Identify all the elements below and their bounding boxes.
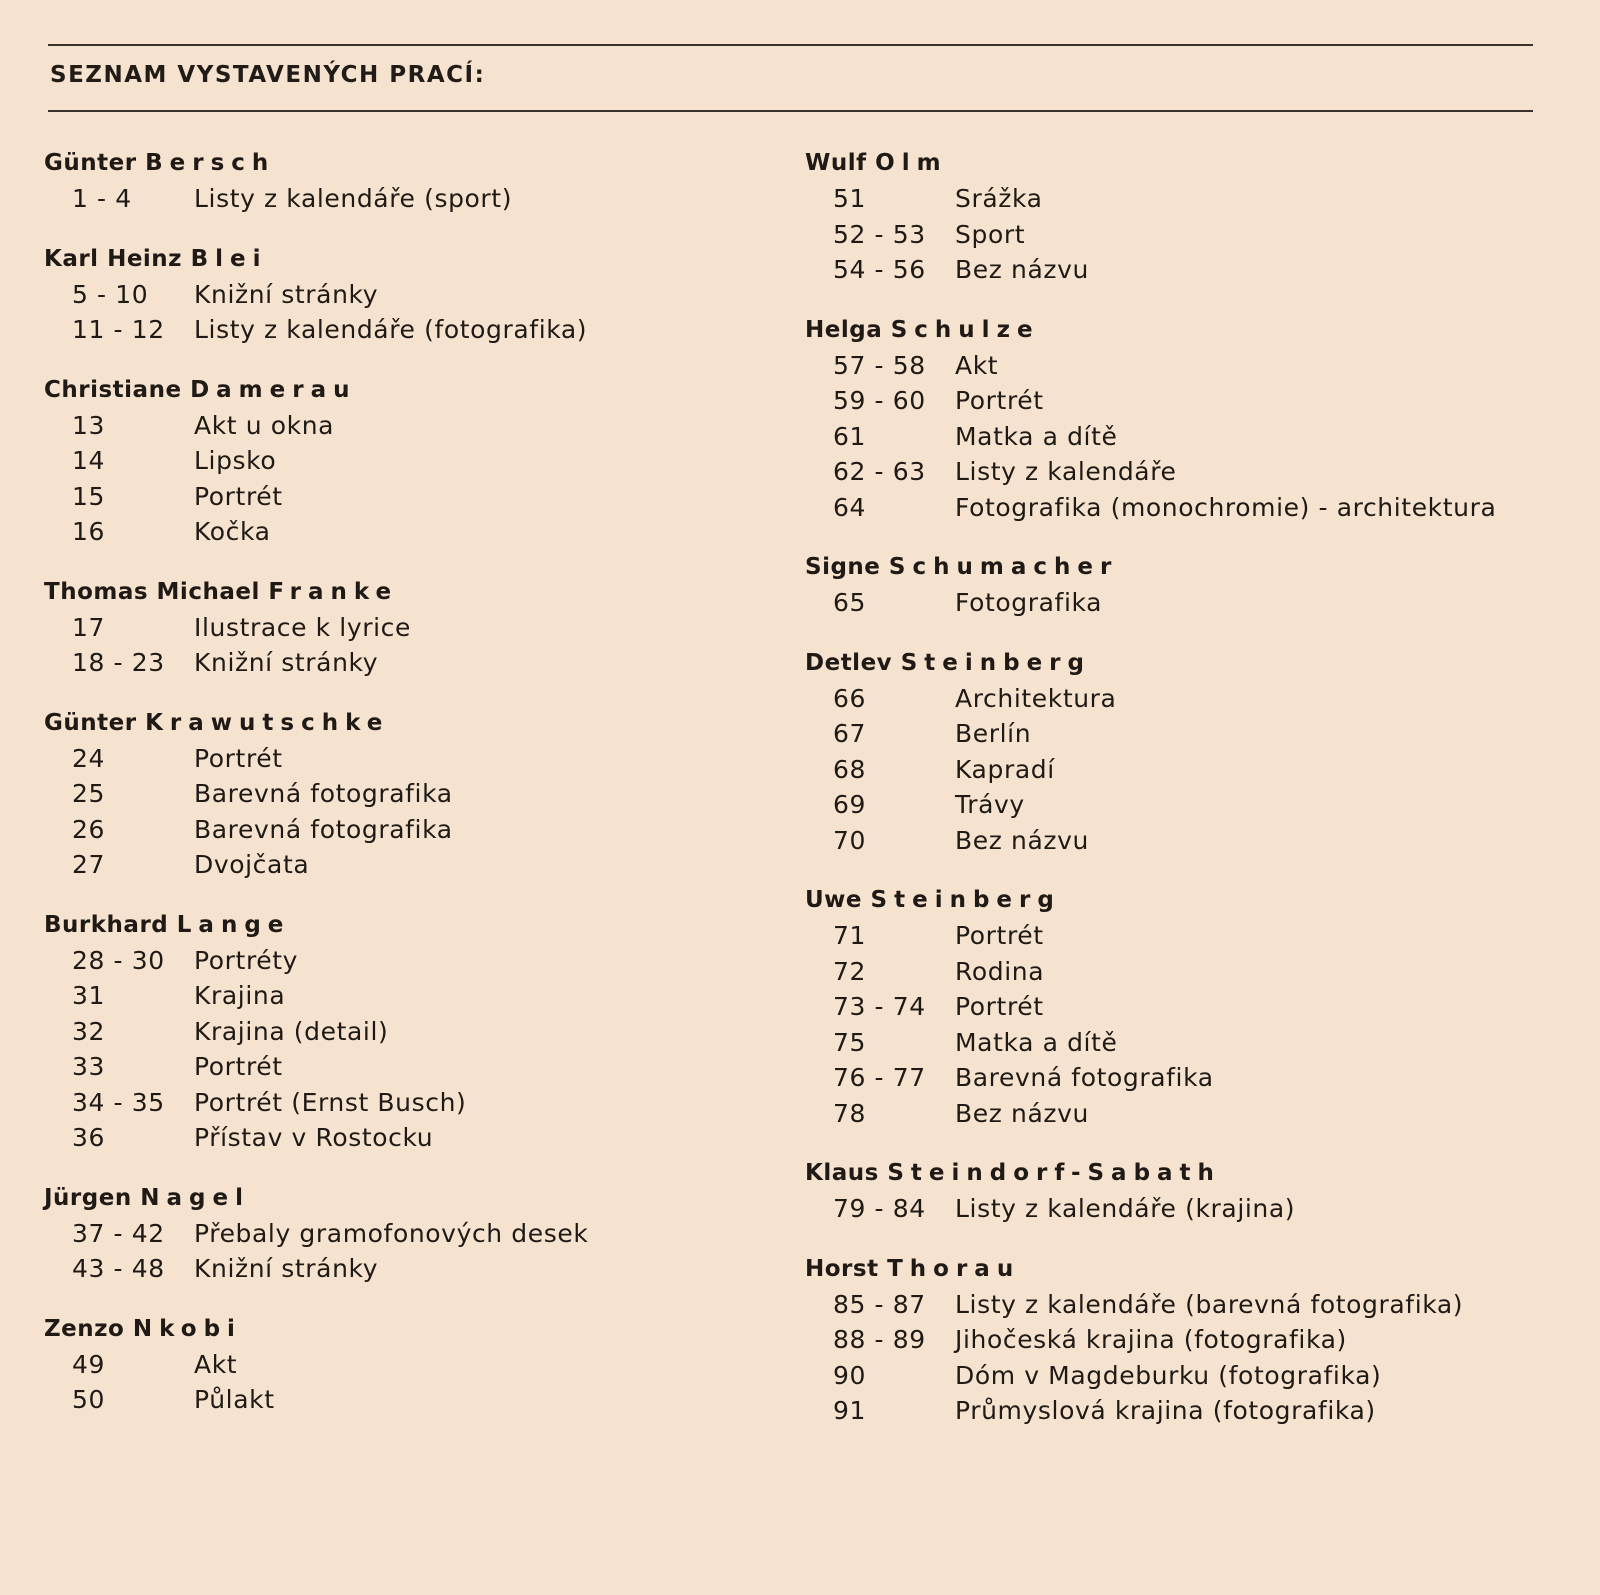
work-number: 25 xyxy=(72,779,106,808)
artist-block xyxy=(805,882,1545,1131)
work-number: 1 - 4 xyxy=(72,184,132,213)
artist-block xyxy=(805,1251,1545,1429)
artist-surname: Blei xyxy=(190,245,268,272)
work-row xyxy=(44,1251,764,1287)
top-rule xyxy=(48,44,1533,46)
work-number: 13 xyxy=(72,410,106,440)
page-title: SEZNAM VYSTAVENÝCH PRACÍ: xyxy=(50,62,486,88)
work-number: 17 xyxy=(72,612,106,642)
work-title: Fotografika (monochromie) - architektura xyxy=(955,492,1497,522)
work-title: Listy z kalendáře (sport) xyxy=(194,184,513,213)
work-row xyxy=(44,741,764,777)
artist-first-name: Detlev xyxy=(805,649,893,676)
work-number: 88 - 89 xyxy=(833,1325,926,1354)
work-row xyxy=(805,490,1545,526)
artist-first-name: Thomas Michael xyxy=(44,578,260,605)
artist-block xyxy=(805,645,1545,859)
work-row xyxy=(805,1060,1545,1096)
work-title: Akt u okna xyxy=(194,410,335,440)
artist-name xyxy=(805,312,1545,348)
artist-name xyxy=(805,882,1545,918)
work-title: Listy z kalendáře (krajina) xyxy=(955,1194,1296,1223)
work-row xyxy=(44,1347,764,1383)
artist-block xyxy=(805,549,1545,621)
work-title: Listy z kalendáře (barevná fotografika) xyxy=(955,1289,1464,1319)
artist-surname: Steinberg xyxy=(900,649,1091,676)
work-number: 26 xyxy=(72,814,106,844)
work-number: 76 - 77 xyxy=(833,1063,926,1092)
work-row xyxy=(44,776,764,812)
work-title: Portrét xyxy=(194,743,283,773)
artist-surname: Schulze xyxy=(890,316,1040,343)
work-row xyxy=(805,585,1545,621)
artist-surname: Steindorf-Sabath xyxy=(887,1160,1221,1186)
work-title: Portréty xyxy=(194,945,299,975)
right-column xyxy=(805,145,1545,1453)
work-number: 59 - 60 xyxy=(833,386,926,415)
work-title: Akt xyxy=(955,350,999,380)
work-number: 34 - 35 xyxy=(72,1087,165,1117)
work-number: 11 - 12 xyxy=(72,315,165,344)
work-row xyxy=(805,1191,1545,1227)
work-title: Půlakt xyxy=(194,1385,275,1414)
artist-first-name: Zenzo xyxy=(44,1315,125,1342)
artist-first-name: Christiane xyxy=(44,376,182,403)
work-row xyxy=(44,312,764,348)
artist-name xyxy=(44,241,764,277)
artist-surname: Steinberg xyxy=(870,887,1061,913)
work-title: Portrét xyxy=(194,1052,283,1081)
work-title: Barevná fotografika xyxy=(955,1063,1214,1092)
artist-first-name: Uwe xyxy=(805,887,863,913)
work-row xyxy=(44,408,764,444)
artist-first-name: Günter xyxy=(44,150,137,176)
artist-first-name: Günter xyxy=(44,709,137,736)
heading-rule xyxy=(48,110,1533,112)
work-number: 49 xyxy=(72,1349,106,1379)
work-row xyxy=(805,954,1545,990)
work-number: 54 - 56 xyxy=(833,255,926,284)
work-title: Jihočeská krajina (fotografika) xyxy=(955,1325,1347,1354)
work-number: 69 xyxy=(833,790,867,819)
work-number: 70 xyxy=(833,825,867,855)
artist-name xyxy=(44,574,764,610)
work-title: Trávy xyxy=(955,790,1025,819)
work-row xyxy=(44,181,764,217)
work-title: Krajina (detail) xyxy=(194,1016,389,1046)
artist-block xyxy=(44,1180,764,1287)
work-number: 51 xyxy=(833,184,867,213)
work-number: 65 xyxy=(833,588,867,617)
work-row xyxy=(44,479,764,515)
work-number: 73 - 74 xyxy=(833,992,926,1021)
work-number: 72 xyxy=(833,956,867,986)
work-row xyxy=(805,348,1545,384)
work-title: Přístav v Rostocku xyxy=(194,1123,434,1152)
work-row xyxy=(805,1287,1545,1323)
work-number: 57 - 58 xyxy=(833,350,926,380)
artist-surname: Olm xyxy=(875,150,948,176)
work-title: Portrét xyxy=(955,386,1044,415)
work-row xyxy=(44,847,764,883)
artist-name xyxy=(44,372,764,408)
work-title: Kočka xyxy=(194,517,271,546)
work-title: Listy z kalendáře (fotografika) xyxy=(194,315,588,344)
work-row xyxy=(805,1358,1545,1394)
work-title: Barevná fotografika xyxy=(194,779,453,808)
work-number: 24 xyxy=(72,743,106,773)
artist-block xyxy=(44,372,764,550)
work-row xyxy=(805,217,1545,253)
work-title: Bez názvu xyxy=(955,825,1089,855)
artist-surname: Krawutschke xyxy=(145,709,390,736)
work-row xyxy=(805,1322,1545,1358)
work-row xyxy=(805,1096,1545,1132)
work-number: 43 - 48 xyxy=(72,1254,165,1283)
artist-name xyxy=(44,145,764,181)
work-title: Akt xyxy=(194,1349,238,1379)
work-title: Portrét xyxy=(955,921,1044,950)
work-row xyxy=(44,1382,764,1418)
work-row xyxy=(44,277,764,313)
artist-block xyxy=(44,1311,764,1418)
work-number: 31 xyxy=(72,981,106,1010)
work-number: 85 - 87 xyxy=(833,1289,926,1319)
work-row xyxy=(44,978,764,1014)
work-number: 37 - 42 xyxy=(72,1218,165,1248)
work-row xyxy=(44,645,764,681)
work-title: Krajina xyxy=(194,981,286,1010)
work-row xyxy=(44,1120,764,1156)
artist-name xyxy=(805,645,1545,681)
work-number: 52 - 53 xyxy=(833,219,926,249)
artist-surname: Schumacher xyxy=(888,554,1119,580)
work-number: 66 xyxy=(833,683,867,713)
work-title: Rodina xyxy=(955,956,1045,986)
artist-first-name: Horst xyxy=(805,1255,879,1282)
work-title: Knižní stránky xyxy=(194,279,379,309)
artist-name xyxy=(44,907,764,943)
work-number: 90 xyxy=(833,1360,867,1390)
work-title: Dóm v Magdeburku (fotografika) xyxy=(955,1360,1382,1390)
work-title: Knižní stránky xyxy=(194,648,379,677)
work-number: 71 xyxy=(833,921,867,950)
artist-first-name: Wulf xyxy=(805,150,867,176)
work-title: Knižní stránky xyxy=(194,1254,379,1283)
artist-surname: Lange xyxy=(176,911,291,938)
work-number: 91 xyxy=(833,1396,867,1425)
artist-block xyxy=(44,907,764,1156)
work-row xyxy=(44,943,764,979)
work-title: Sport xyxy=(955,219,1026,249)
work-row xyxy=(805,752,1545,788)
artist-name xyxy=(44,1180,764,1216)
work-title: Portrét xyxy=(194,481,283,511)
artist-block xyxy=(805,1155,1545,1227)
work-number: 32 xyxy=(72,1016,106,1046)
work-row xyxy=(805,989,1545,1025)
work-row xyxy=(805,787,1545,823)
work-title: Barevná fotografika xyxy=(194,814,453,844)
artist-block xyxy=(805,312,1545,526)
work-number: 64 xyxy=(833,492,867,522)
work-title: Architektura xyxy=(955,683,1117,713)
work-row xyxy=(44,514,764,550)
work-title: Ilustrace k lyrice xyxy=(194,612,411,642)
work-row xyxy=(44,443,764,479)
artist-surname: Nkobi xyxy=(132,1315,242,1342)
work-row xyxy=(44,610,764,646)
work-row xyxy=(805,1393,1545,1429)
artist-block xyxy=(44,145,764,217)
artist-name xyxy=(805,145,1545,181)
work-row xyxy=(44,1049,764,1085)
work-title: Dvojčata xyxy=(194,850,310,879)
work-row xyxy=(44,1216,764,1252)
work-title: Berlín xyxy=(955,719,1032,748)
work-title: Portrét xyxy=(955,992,1044,1021)
work-row xyxy=(805,419,1545,455)
work-number: 61 xyxy=(833,421,867,451)
artist-surname: Bersch xyxy=(145,150,276,176)
artist-first-name: Signe xyxy=(805,554,881,580)
artist-first-name: Karl Heinz xyxy=(44,245,183,272)
artist-first-name: Klaus xyxy=(805,1160,879,1186)
work-number: 75 xyxy=(833,1027,867,1057)
artist-block xyxy=(805,145,1545,288)
work-number: 28 - 30 xyxy=(72,945,165,975)
artist-name xyxy=(44,1311,764,1347)
work-title: Průmyslová krajina (fotografika) xyxy=(955,1396,1376,1425)
work-row xyxy=(805,823,1545,859)
work-title: Matka a dítě xyxy=(955,421,1118,451)
work-row xyxy=(805,454,1545,490)
work-row xyxy=(805,383,1545,419)
work-number: 27 xyxy=(72,850,106,879)
work-number: 79 - 84 xyxy=(833,1194,926,1223)
work-number: 36 xyxy=(72,1123,106,1152)
artist-first-name: Helga xyxy=(805,316,883,343)
work-row xyxy=(805,1025,1545,1061)
artist-first-name: Burkhard xyxy=(44,911,169,938)
work-title: Matka a dítě xyxy=(955,1027,1118,1057)
work-row xyxy=(805,716,1545,752)
artist-surname: Thorau xyxy=(887,1255,1021,1282)
work-row xyxy=(44,1085,764,1121)
work-title: Srážka xyxy=(955,184,1043,213)
work-title: Portrét (Ernst Busch) xyxy=(194,1087,467,1117)
work-row xyxy=(805,918,1545,954)
work-title: Přebaly gramofonových desek xyxy=(194,1218,589,1248)
work-row xyxy=(44,812,764,848)
artist-block xyxy=(44,574,764,681)
artist-surname: Franke xyxy=(268,578,399,605)
work-number: 33 xyxy=(72,1052,106,1081)
left-column xyxy=(44,145,764,1442)
work-title: Bez názvu xyxy=(955,255,1089,284)
work-row xyxy=(805,181,1545,217)
work-number: 68 xyxy=(833,754,867,784)
work-number: 16 xyxy=(72,517,106,546)
artist-name xyxy=(44,705,764,741)
work-row xyxy=(44,1014,764,1050)
work-number: 50 xyxy=(72,1385,106,1414)
artist-block xyxy=(44,241,764,348)
artist-name xyxy=(805,1251,1545,1287)
work-number: 78 xyxy=(833,1098,867,1128)
work-number: 14 xyxy=(72,446,106,475)
work-title: Fotografika xyxy=(955,588,1103,617)
work-row xyxy=(805,681,1545,717)
work-title: Lipsko xyxy=(194,446,277,475)
artist-surname: Nagel xyxy=(140,1184,250,1211)
work-title: Kapradí xyxy=(955,754,1055,784)
artist-first-name: Jürgen xyxy=(44,1184,132,1211)
work-title: Listy z kalendáře xyxy=(955,457,1177,486)
artist-name xyxy=(805,1155,1545,1191)
work-title: Bez názvu xyxy=(955,1098,1089,1128)
work-number: 62 - 63 xyxy=(833,457,926,486)
artist-surname: Damerau xyxy=(190,376,357,403)
artist-name xyxy=(805,549,1545,585)
work-number: 67 xyxy=(833,719,867,748)
work-number: 15 xyxy=(72,481,106,511)
work-number: 18 - 23 xyxy=(72,648,165,677)
work-number: 5 - 10 xyxy=(72,279,149,309)
artist-block xyxy=(44,705,764,883)
work-row xyxy=(805,252,1545,288)
